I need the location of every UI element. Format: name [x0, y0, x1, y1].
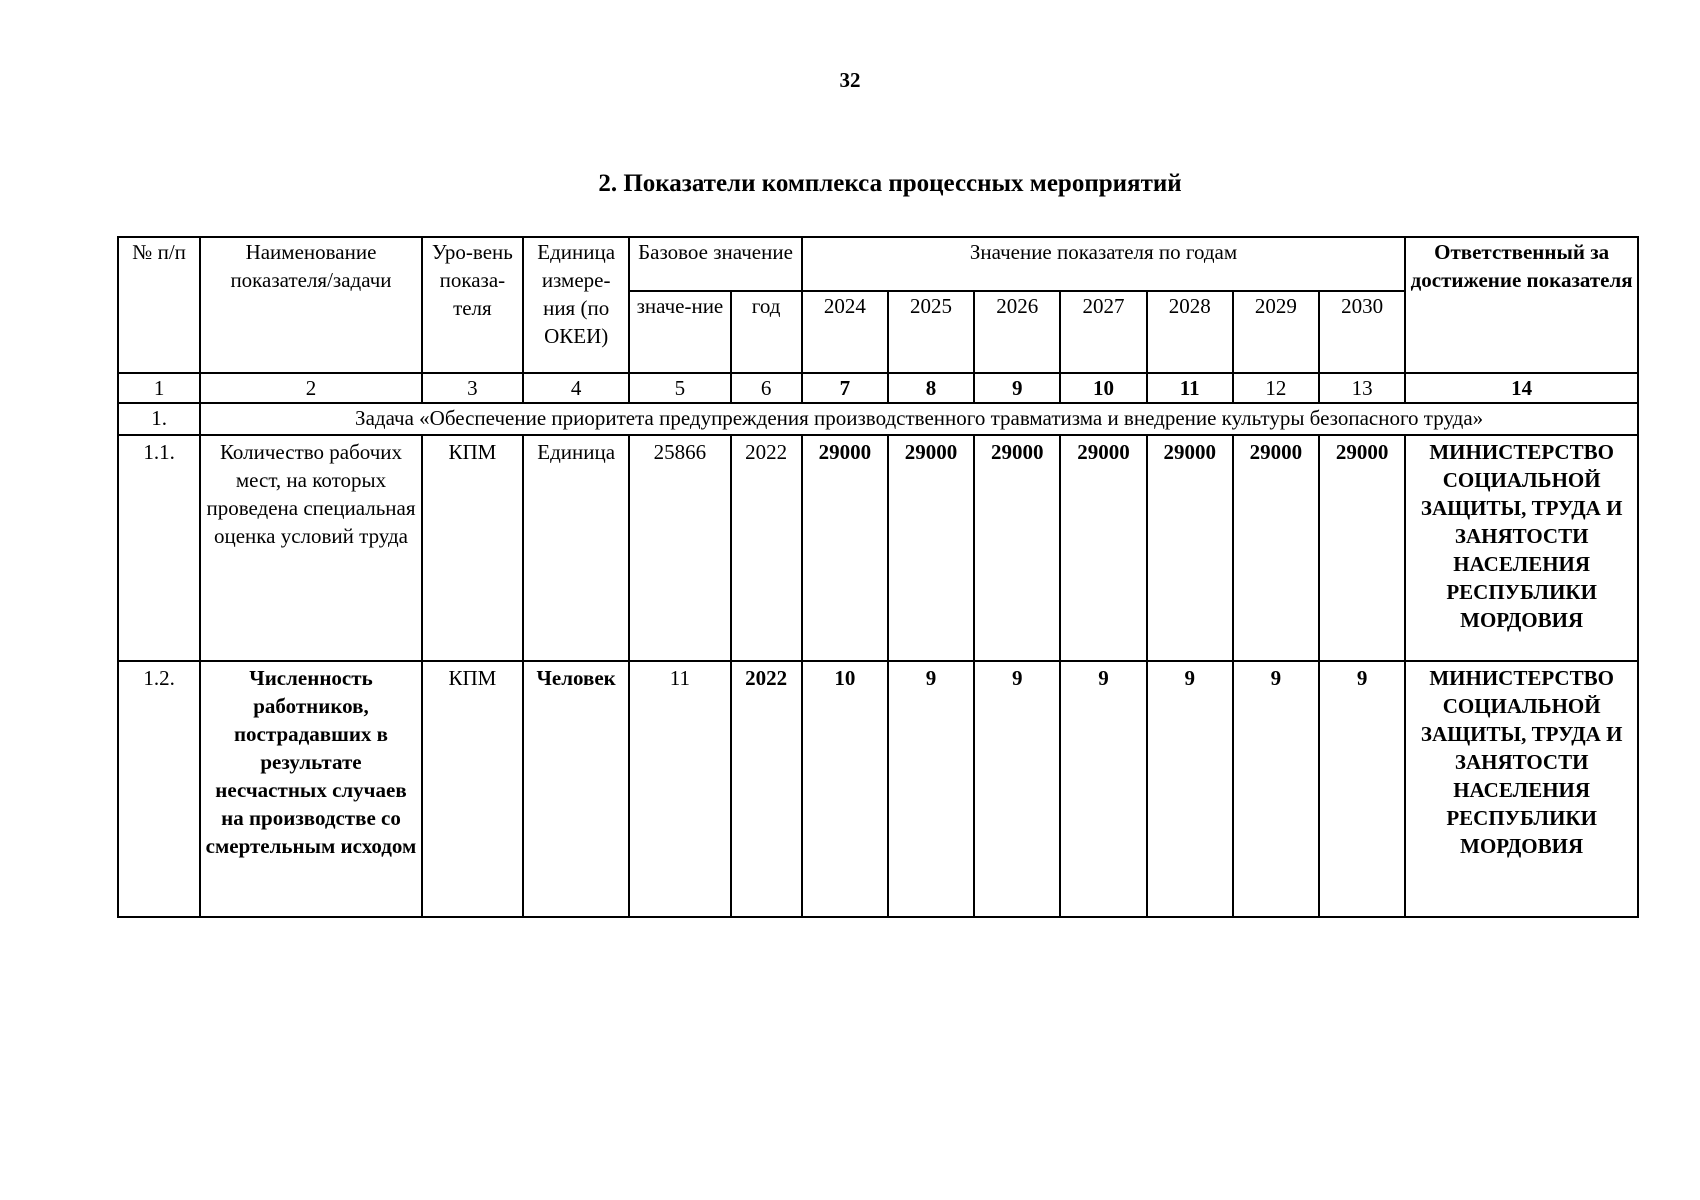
header-num: № п/п	[118, 237, 200, 373]
row-indicator-name: Численность работников, пострадавших в результате несчастных случаев на производстве со смертельным исходом	[200, 661, 422, 917]
header-responsible: Ответственный за достижение показателя	[1405, 237, 1638, 373]
row-year-value: 29000	[1319, 435, 1405, 661]
row-year-value: 29000	[1060, 435, 1146, 661]
column-number: 8	[888, 373, 974, 403]
row-base-value: 11	[629, 661, 730, 917]
column-number: 3	[422, 373, 523, 403]
column-number: 4	[523, 373, 629, 403]
row-year-value: 29000	[1147, 435, 1233, 661]
header-year: 2028	[1147, 291, 1233, 373]
column-number: 1	[118, 373, 200, 403]
row-base-year: 2022	[731, 435, 802, 661]
header-years-group: Значение показателя по годам	[802, 237, 1406, 291]
row-num: 1.2.	[118, 661, 200, 917]
indicators-table	[117, 236, 1639, 918]
row-num: 1.1.	[118, 435, 200, 661]
row-year-value: 9	[974, 661, 1060, 917]
row-level: КПМ	[422, 661, 523, 917]
header-level: Уро-вень показа-теля	[422, 237, 523, 373]
header-base: Базовое значение	[629, 237, 801, 291]
row-year-value: 29000	[974, 435, 1060, 661]
header-year: 2024	[802, 291, 888, 373]
column-number: 14	[1405, 373, 1638, 403]
row-responsible: МИНИСТЕРСТВО СОЦИАЛЬНОЙ ЗАЩИТЫ, ТРУДА И ЗАНЯТОСТИ НАСЕЛЕНИЯ РЕСПУБЛИКИ МОРДОВИЯ	[1405, 661, 1638, 917]
row-unit: Единица	[523, 435, 629, 661]
row-level: КПМ	[422, 435, 523, 661]
task-text	[200, 403, 1638, 435]
row-unit: Человек	[523, 661, 629, 917]
row-year-value: 29000	[1233, 435, 1319, 661]
row-year-value: 9	[1147, 661, 1233, 917]
row-base-year: 2022	[731, 661, 802, 917]
column-number: 2	[200, 373, 422, 403]
column-number: 12	[1233, 373, 1319, 403]
task-num: 1.	[118, 403, 200, 435]
row-year-value: 9	[1060, 661, 1146, 917]
task-row	[118, 403, 1638, 435]
row-year-value: 10	[802, 661, 888, 917]
column-number: 9	[974, 373, 1060, 403]
header-unit: Единица измере-ния (по ОКЕИ)	[523, 237, 629, 373]
page-number: 32	[839, 68, 861, 92]
column-number: 6	[731, 373, 802, 403]
row-responsible: МИНИСТЕРСТВО СОЦИАЛЬНОЙ ЗАЩИТЫ, ТРУДА И ЗАНЯТОСТИ НАСЕЛЕНИЯ РЕСПУБЛИКИ МОРДОВИЯ	[1405, 435, 1638, 661]
row-year-value: 29000	[888, 435, 974, 661]
column-number: 7	[802, 373, 888, 403]
column-number: 13	[1319, 373, 1405, 403]
column-number: 5	[629, 373, 730, 403]
header-year: 2026	[974, 291, 1060, 373]
header-base-value: значе-ние	[629, 291, 730, 373]
header-year: 2027	[1060, 291, 1146, 373]
row-year-value: 9	[1319, 661, 1405, 917]
header-year: 2029	[1233, 291, 1319, 373]
header-row-top	[118, 237, 1638, 291]
row-base-value: 25866	[629, 435, 730, 661]
row-year-value: 9	[1233, 661, 1319, 917]
column-number: 11	[1147, 373, 1233, 403]
header-base-year: год	[731, 291, 802, 373]
row-year-value: 29000	[802, 435, 888, 661]
row-year-value: 9	[888, 661, 974, 917]
header-year: 2025	[888, 291, 974, 373]
column-number: 10	[1060, 373, 1146, 403]
page-title: 2. Показатели комплекса процессных мероприятий	[598, 170, 1182, 197]
header-name: Наименование показателя/задачи	[200, 237, 422, 373]
table-row	[118, 435, 1638, 661]
column-number-row	[118, 373, 1638, 403]
header-year: 2030	[1319, 291, 1405, 373]
row-indicator-name: Количество рабочих мест, на которых проведена специальная оценка условий труда	[200, 435, 422, 661]
table-row	[118, 661, 1638, 917]
task-text-label: Задача «Обеспечение приоритета предупреждения производственного травматизма и внедрение культуры безопасного труда»	[355, 406, 1484, 430]
